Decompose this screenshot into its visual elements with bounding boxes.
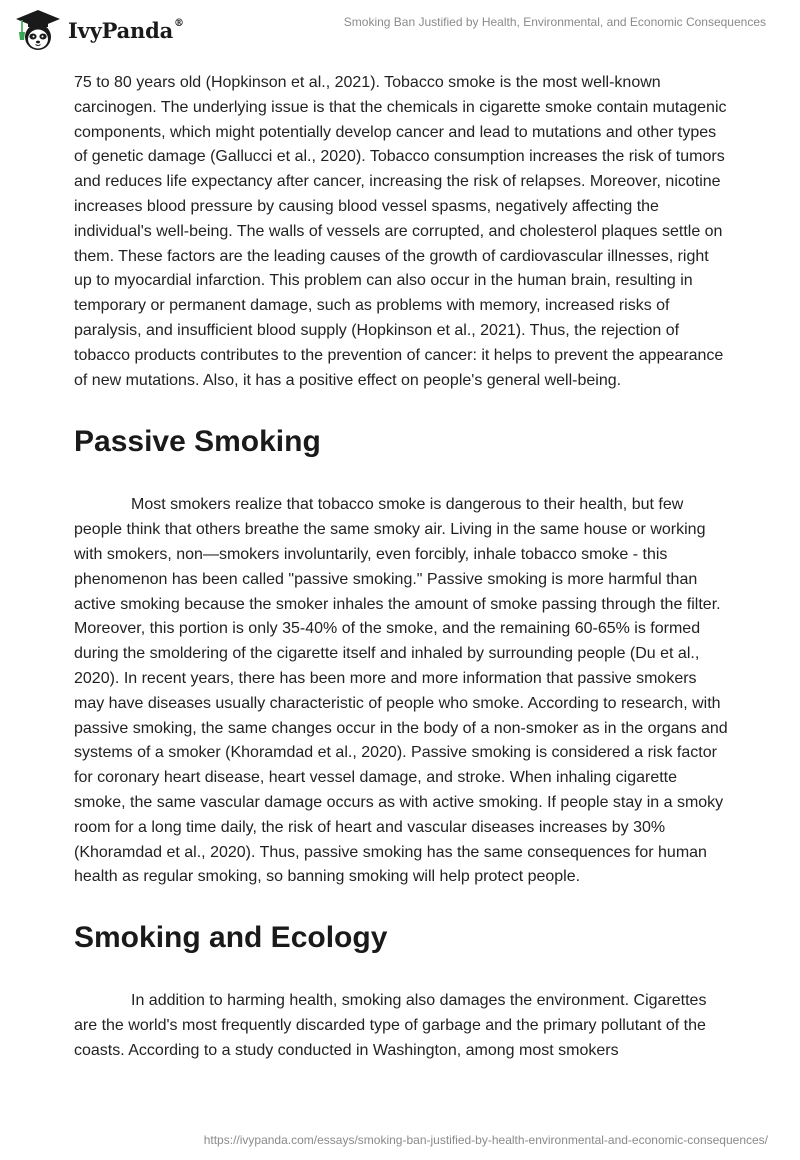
- passive-smoking-heading: Passive Smoking: [74, 425, 321, 459]
- panda-graduate-icon: [14, 8, 62, 52]
- brand-name: IvyPanda®: [68, 17, 184, 43]
- smoking-ecology-heading: Smoking and Ecology: [74, 921, 388, 955]
- page-header: [0, 0, 800, 62]
- essay-body: [74, 71, 730, 1064]
- intro-paragraph: 75 to 80 years old (Hopkinson et al., 2021). Tobacco smoke is the most well-known carcinogen. The underlying issue is that the chemicals in cigarette smoke contain mutagenic components, which might potentially develop cancer and lead to mutations and other types of genetic damage (Gallucci et al., 2020). Tobacco consumption increases the risk of tumors and reduces life expectancy after cancer, increasing the risk of relapses. Moreover, nicotine increases blood pressure by causing blood vessel spasms, negatively affecting the individual's well-being. The walls of vessels are corrupted, and cholesterol plaques settle on them. These factors are the leading causes of the growth of cardiovascular illnesses, right up to myocardial infarction. This problem can also occur in the human brain, resulting in temporary or permanent damage, such as problems with memory, increased risks of paralysis, and insufficient blood supply (Hopkinson et al., 2021). Thus, the rejection of tobacco products contributes to the prevention of cancer: it helps to prevent the appearance of new mutations. Also, it has a positive effect on people's general well-being.: [74, 74, 727, 389]
- document-title: Smoking Ban Justified by Health, Environmental, and Economic Consequences: [343, 15, 766, 29]
- registered-mark: ®: [174, 17, 184, 29]
- source-url[interactable]: https://ivypanda.com/essays/smoking-ban-justified-by-health-environmental-and-economic-consequences/: [203, 1133, 768, 1147]
- passive-smoking-paragraph: Most smokers realize that tobacco smoke is dangerous to their health, but few people think that others breathe the same smoky air. Living in the same house or working with smokers, non—smokers involuntarily, even forcibly, inhale tobacco smoke - this phenomenon has been called "passive smoking." Passive smoking is more harmful than active smoking because the smoker inhales the amount of smoke passing through the filter. Moreover, this portion is only 35-40% of the smoke, and the remaining 60-65% is formed during the smoldering of the cigarette itself and inhaled by surrounding people (Du et al., 2020). In recent years, there has been more and more information that passive smokers may have diseases usually characteristic of people who smoke. According to research, with passive smoking, the same changes occur in the body of a non-smoker as in the organs and systems of a smoker (Khoramdad et al., 2020). Passive smoking is considered a risk factor for coronary heart disease, heart vessel damage, and stroke. When inhaling cigarette smoke, the same vascular damage occurs as with active smoking. If people stay in a smoky room for a long time daily, the risk of heart and vascular diseases increases by 30% (Khoramdad et al., 2020). Thus, passive smoking has the same consequences for human health as regular smoking, so banning smoking will help protect people.: [74, 496, 728, 886]
- smoking-ecology-paragraph: In addition to harming health, smoking also damages the environment. Cigarettes are the world's most frequently discarded type of garbage and the primary pollutant of the coasts. According to a study conducted in Washington, among most smokers: [74, 992, 707, 1059]
- ivypanda-logo[interactable]: [14, 8, 184, 52]
